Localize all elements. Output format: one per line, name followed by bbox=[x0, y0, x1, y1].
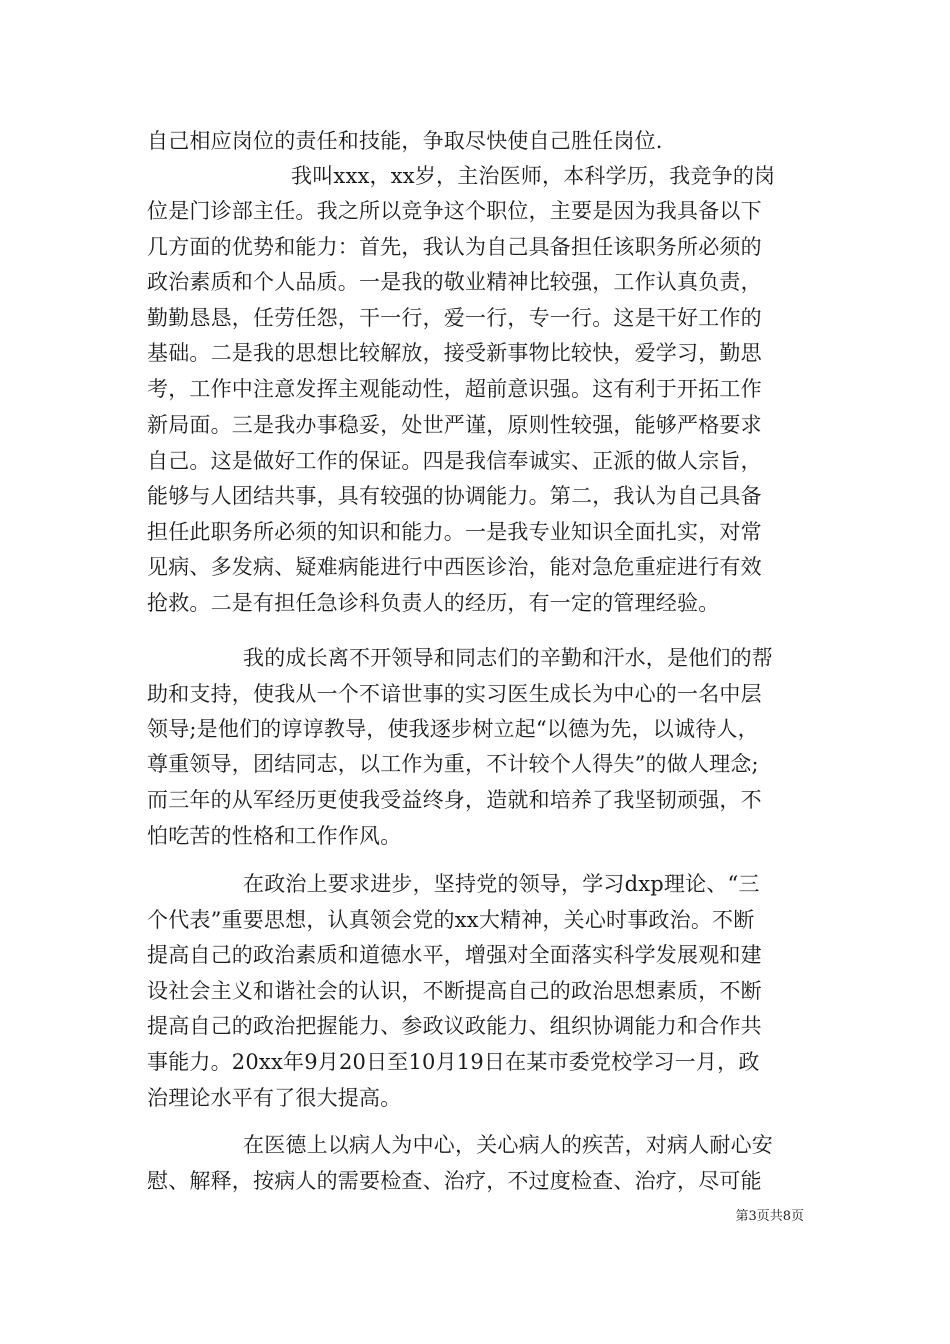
text-line: 尊重领导，团结同志，以工作为重，不计较个人得失”的做人理念; bbox=[147, 752, 759, 776]
text-line: 新局面。三是我办事稳妥，处世严谨，原则性较强，能够严格要求 bbox=[147, 413, 762, 437]
text-line: 慰、解释，按病人的需要检查、治疗，不过度检查、治疗，尽可能 bbox=[147, 1169, 762, 1193]
text-line: 位是门诊部主任。我之所以竞争这个职位，主要是因为我具备以下 bbox=[147, 199, 762, 223]
text-line: 治理论水平有了很大提高。 bbox=[147, 1086, 402, 1110]
page-number-indicator: 第3页共8页 bbox=[735, 1209, 804, 1224]
text-line: 我的成长离不开领导和同志们的辛勤和汗水，是他们的帮 bbox=[243, 646, 773, 670]
text-line: 基础。二是我的思想比较解放，接受新事物比较快，爱学习，勤思 bbox=[147, 341, 762, 365]
text-line: 提高自己的政治素质和道德水平，增强对全面落实科学发展观和建 bbox=[147, 943, 762, 967]
text-line: 担任此职务所必须的知识和能力。一是我专业知识全面扎实，对常 bbox=[147, 520, 762, 544]
text-line: 抢救。二是有担任急诊科负责人的经历，有一定的管理经验。 bbox=[147, 591, 720, 615]
text-line: 我叫xxx，xx岁，主治医师，本科学历，我竞争的岗 bbox=[291, 164, 776, 188]
text-line: 领导;是他们的谆谆教导，使我逐步树立起“以德为先，以诚待人， bbox=[147, 717, 759, 741]
text-line: 而三年的从军经历更使我受益终身，造就和培养了我坚韧顽强，不 bbox=[147, 788, 762, 812]
text-line: 政治素质和个人品质。一是我的敬业精神比较强，工作认真负责， bbox=[147, 270, 762, 294]
text-line: 见病、多发病、疑难病能进行中西医诊治，能对急危重症进行有效 bbox=[147, 555, 762, 579]
text-line: 怕吃苦的性格和工作作风。 bbox=[147, 824, 402, 848]
text-line: 在政治上要求进步，坚持党的领导，学习dxp理论、“三 bbox=[243, 872, 760, 896]
text-line: 个代表”重要思想，认真领会党的xx大精神，关心时事政治。不断 bbox=[147, 908, 755, 932]
text-line: 勤勤恳恳，任劳任怨，干一行，爱一行，专一行。这是干好工作的 bbox=[147, 306, 762, 330]
text-line: 助和支持，使我从一个不谙世事的实习医生成长为中心的一名中层 bbox=[147, 682, 762, 706]
text-line: 自己。这是做好工作的保证。四是我信奉诚实、正派的做人宗旨， bbox=[147, 449, 762, 473]
text-line: 设社会主义和谐社会的认识，不断提高自己的政治思想素质，不断 bbox=[147, 979, 762, 1003]
text-line: 事能力。20xx年9月20日至10月19日在某市委党校学习一月，政 bbox=[147, 1050, 760, 1074]
text-line: 自己相应岗位的责任和技能，争取尽快使自己胜任岗位. bbox=[147, 129, 663, 153]
text-line: 在医德上以病人为中心，关心病人的疾苦，对病人耐心安 bbox=[243, 1133, 773, 1157]
text-line: 提高自己的政治把握能力、参政议政能力、组织协调能力和合作共 bbox=[147, 1014, 762, 1038]
text-line: 考，工作中注意发挥主观能动性，超前意识强。这有利于开拓工作 bbox=[147, 377, 762, 401]
text-line: 能够与人团结共事，具有较强的协调能力。第二，我认为自己具备 bbox=[147, 484, 762, 508]
text-line: 几方面的优势和能力：首先，我认为自己具备担任该职务所必须的 bbox=[147, 235, 762, 259]
